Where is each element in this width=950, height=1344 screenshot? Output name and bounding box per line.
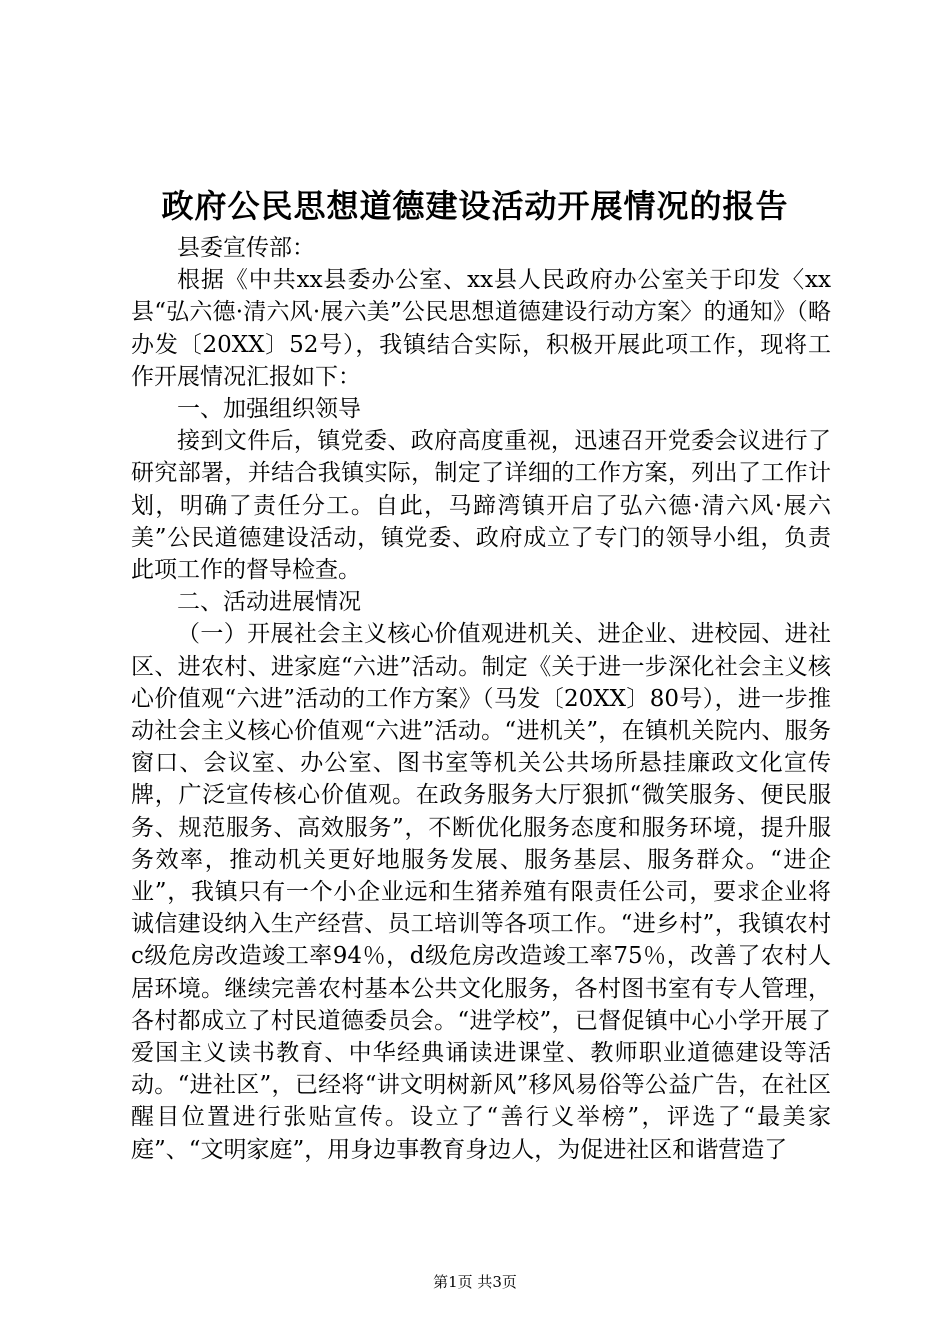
document-title: 政府公民思想道德建设活动开展情况的报告 xyxy=(161,187,789,225)
section-1-paragraph: 接到文件后，镇党委、政府高度重视，迅速召开党委会议进行了研究部署，并结合我镇实际，制定了详细的工作方案，列出了工作计划，明确了责任分工。自此，马蹄湾镇开启了弘六德·清六风·展六美”公民道德建设活动，镇党委、政府成立了专门的领导小组，负责此项工作的督导检查。 xyxy=(131,428,831,584)
page-number-footer: 第1页 共3页 xyxy=(433,1273,517,1291)
section-heading-1: 一、加强组织领导 xyxy=(177,396,361,423)
intro-paragraph: 根据《中共xx县委办公室、xx县人民政府办公室关于印发〈xx县“弘六德·清六风·展六美”公民思想道德建设行动方案〉的通知》（略办发〔20XX〕52号），我镇结合实际，积极开展此项工作，现将工作开展情况汇报如下： xyxy=(131,267,831,390)
section-2-paragraph: （一）开展社会主义核心价值观进机关、进企业、进校园、进社区、进农村、进家庭“六进”活动。制定《关于进一步深化社会主义核心价值观“六进”活动的工作方案》（马发〔20XX〕80号），进一步推动社会主义核心价值观“六进”活动。“进机关”，在镇机关院内、服务窗口、会议室、办公室、图书室等机关公共场所悬挂廉政文化宣传牌，广泛宣传核心价值观。在政务服务大厅狠抓“微笑服务、便民服务、规范服务、高效服务”，不断优化服务态度和服务环境，提升服务效率，推动机关更好地服务发展、服务基层、服务群众。“进企业”，我镇只有一个小企业远和生猪养殖有限责任公司，要求企业将诚信建设纳入生产经营、员工培训等各项工作。“进乡村”，我镇农村c级危房改造竣工率94％，d级危房改造竣工率75％，改善了农村人居环境。继续完善农村基本公共文化服务，各村图书室有专人管理，各村都成立了村民道德委员会。“进学校”，已督促镇中心小学开展了爱国主义读书教育、中华经典诵读进课堂、教师职业道德建设等活动。“进社区”，已经将“讲文明树新风”移风易俗等公益广告，在社区醒目位置进行张贴宣传。设立了“善行义举榜”，评选了“最美家庭”、“文明家庭”，用身边事教育身边人，为促进社区和谐营造了 xyxy=(131,621,831,1163)
document-body xyxy=(131,232,831,1166)
salutation: 县委宣传部： xyxy=(177,235,315,261)
section-heading-2: 二、活动进展情况 xyxy=(177,589,361,616)
